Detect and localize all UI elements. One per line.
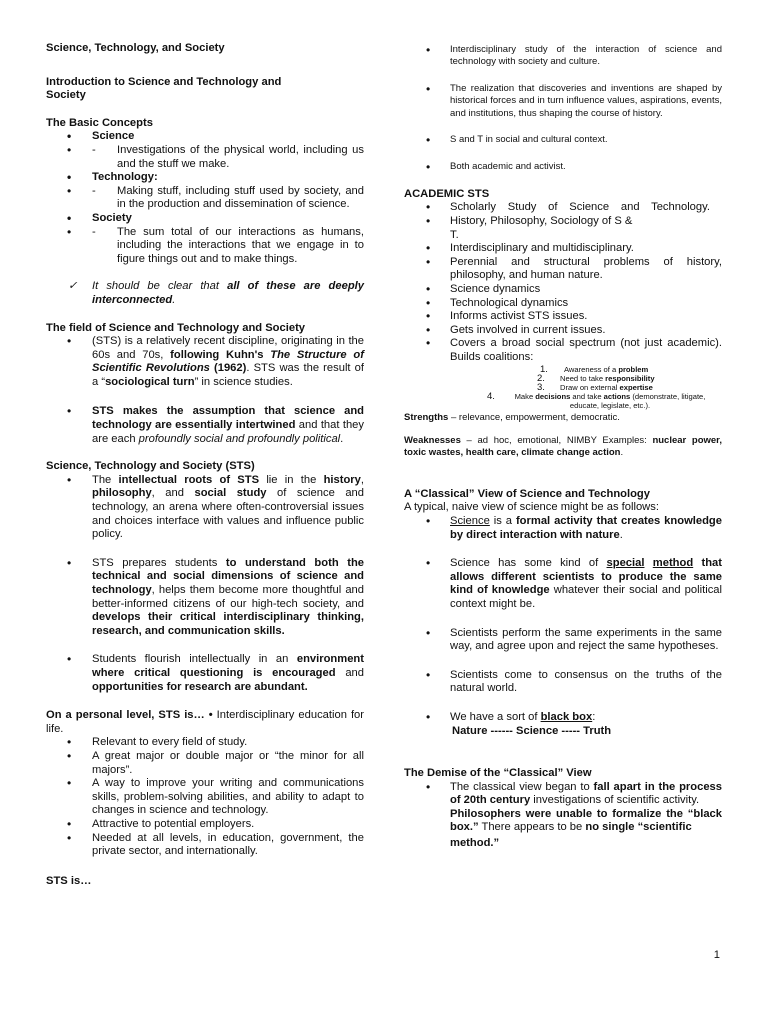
classical-heading: A “Classical” View of Science and Technology xyxy=(404,487,650,500)
academic-item xyxy=(404,201,710,215)
sts-text: STS prepares students xyxy=(92,556,226,569)
demise-bold: method.” xyxy=(450,837,500,850)
personal-bold: On a personal level, STS is… xyxy=(46,709,205,722)
intro-title: Introduction to Science and Technology and Society xyxy=(46,75,282,102)
concept-science-label: • Science xyxy=(46,130,364,144)
personal-item: • A great major or double major or “the minor for all majors”. xyxy=(46,750,364,777)
concept-technology-item xyxy=(46,185,364,212)
personal-list xyxy=(46,736,364,858)
sts-text: , helps them become more thoughtful and better-informed citizens of our high-tech society, and xyxy=(92,584,364,610)
document-title: Science, Technology, and Society xyxy=(46,42,225,54)
classical-item-5 xyxy=(404,711,722,738)
academic-item: • Covers a broad social spectrum (not just academic). Builds coalitions: xyxy=(404,337,722,364)
page-number: 1 xyxy=(713,949,720,961)
concept-society-label: • Society xyxy=(46,212,364,226)
sts-bold: opportunities for research are abundant. xyxy=(92,680,308,693)
demise-text: investigations of scientific activity. xyxy=(530,794,700,807)
personal-item: • A way to improve your writing and communications skills, problem-solving abilities, and ability to adapt to changes in science and technology. xyxy=(46,777,364,818)
note-bold: all of these are deeply interconnected xyxy=(92,280,364,306)
sts-text: Students flourish intellectually in an xyxy=(92,653,297,666)
classical-text: is a xyxy=(489,514,516,527)
field-list xyxy=(46,335,364,446)
demise-bold: Philosophers were unable to formalize the “black box.” xyxy=(450,807,722,834)
coalition-text: Need to take xyxy=(560,373,606,383)
demise-item-1 xyxy=(404,781,722,808)
field-italic: profoundly social and profoundly political xyxy=(138,432,341,445)
concept-technology-def: - • Making stuff, including stuff used by society, and in the production and dissemination of science. xyxy=(46,185,364,212)
nature-science-truth: Nature ------ Science ----- Truth xyxy=(452,724,612,737)
classical-text: Science has some kind of xyxy=(450,557,607,570)
classical-item-2 xyxy=(404,557,722,611)
sts-text: of science and technology, an arena where often-controversial issues and choices interface with values and influence public policy. xyxy=(92,487,364,541)
field-text: . xyxy=(340,432,344,445)
basic-concepts-heading: The Basic Concepts xyxy=(46,116,153,129)
personal-item: • Attractive to potential employers. xyxy=(46,818,364,832)
field-heading: The field of Science and Technology and Society xyxy=(46,321,306,334)
left-column xyxy=(46,42,364,888)
sts-heading: Science, Technology and Society (STS) xyxy=(46,460,255,473)
sts-text: , xyxy=(360,473,364,486)
academic-item-text: Scholarly Study of Science and Technology. xyxy=(450,201,710,214)
academic-item: • Technological dynamics xyxy=(404,297,722,311)
classical-space xyxy=(644,557,652,569)
classical-intro: A typical, naive view of science might be as follows: xyxy=(404,501,659,514)
strengths-line xyxy=(404,412,722,424)
field-bold: STS makes the assumption that science and technology are essentially intertwined xyxy=(92,405,364,432)
coalition-bold: decisions xyxy=(535,392,571,402)
sts-item-2 xyxy=(46,557,364,639)
weaknesses-bold: nuclear power, toxic wastes, health care, climate change action xyxy=(404,434,722,459)
personal-item: • Relevant to every field of study. xyxy=(46,736,364,750)
black-box-term: black box xyxy=(540,710,593,723)
sts-text: The xyxy=(92,473,119,486)
academic-item: • Interdisciplinary and multidisciplinary. xyxy=(404,242,722,256)
classical-text: : xyxy=(592,710,596,723)
top-item: • The realization that discoveries and inventions are shaped by historical forces and in turn influence values, aspirations, events, and institutions, thus shaping the course of history. xyxy=(404,83,722,120)
classical-bold-underline: method xyxy=(652,557,694,570)
field-text: . STS was the result of a “ xyxy=(92,362,364,388)
academic-item: • Gets involved in current issues. xyxy=(404,324,722,338)
sts-item-1 xyxy=(46,474,364,542)
demise-list xyxy=(404,781,722,851)
sts-list xyxy=(46,474,364,694)
coalition-item xyxy=(404,365,722,374)
coalitions-list xyxy=(404,365,722,411)
field-item-2 xyxy=(46,405,364,446)
coalition-item xyxy=(404,374,722,383)
personal-lead xyxy=(46,709,364,736)
demise-text: The classical view began to xyxy=(450,780,594,793)
coalition-item xyxy=(404,392,710,410)
coalition-bold: responsibility xyxy=(605,373,655,383)
coalition-bold: actions xyxy=(603,392,631,402)
note-end: . xyxy=(172,293,176,306)
book-year: (1962) xyxy=(209,362,247,375)
classical-item-3: • Scientists perform the same experiments in the same way, and agree upon and reject the same hypotheses. xyxy=(404,627,722,654)
sts-bold: intellectual roots of STS xyxy=(118,473,260,486)
classical-list xyxy=(404,515,722,738)
weaknesses-label: Weaknesses xyxy=(404,434,461,446)
sts-bold: history xyxy=(323,473,361,486)
academic-list xyxy=(404,201,722,364)
top-item: • S and T in social and cultural context. xyxy=(404,134,722,146)
academic-item: • Science dynamics xyxy=(404,283,722,297)
top-item: • Interdisciplinary study of the interaction of science and technology with society and culture. xyxy=(404,44,722,69)
classical-item-1 xyxy=(404,515,722,542)
coalition-bold: problem xyxy=(618,364,649,374)
right-column xyxy=(404,44,722,851)
field-item-1 xyxy=(46,335,364,389)
top-list xyxy=(404,44,722,174)
sts-item-3 xyxy=(46,653,364,694)
classical-text: whatever their social and political context might be. xyxy=(450,584,722,610)
sts-bold: philosophy xyxy=(92,487,152,500)
demise-bold: fall apart in the process of 20th century xyxy=(450,780,722,807)
field-bold: following Kuhn's xyxy=(170,348,271,361)
weaknesses-end: . xyxy=(620,447,624,459)
academic-item: • Informs activist STS issues. xyxy=(404,310,722,324)
strengths-label: Strengths xyxy=(404,411,449,423)
coalition-num: 1. xyxy=(540,363,548,375)
classical-item-4: • Scientists come to consensus on the truths of the natural world. xyxy=(404,669,722,696)
academic-item: • History, Philosophy, Sociology of S & T. xyxy=(404,215,722,242)
top-item: • Both academic and activist. xyxy=(404,161,722,173)
concept-science-def: - • Investigations of the physical world, including us and the stuff we make. xyxy=(46,144,364,171)
sts-text: , and xyxy=(151,487,195,500)
academic-item: • Perennial and structural problems of history, philosophy, and human nature. xyxy=(404,256,722,283)
coalition-text: Draw on external xyxy=(560,382,620,392)
classical-text: . xyxy=(619,528,623,541)
field-text: and that they are each xyxy=(92,419,364,445)
coalition-num: 3. xyxy=(537,381,545,393)
sts-bold: social study xyxy=(194,487,267,500)
coalition-bold: expertise xyxy=(619,382,653,392)
academic-heading: ACADEMIC STS xyxy=(404,187,490,200)
interconnected-note xyxy=(46,280,364,307)
classical-bold: that allows different scientists to produce the same kind of knowledge xyxy=(450,557,722,597)
classical-underline: Science xyxy=(450,514,490,527)
classical-bold-underline: special xyxy=(606,557,645,570)
field-text: ” in science studies. xyxy=(194,375,293,388)
strengths-text: – relevance, empowerment, democratic. xyxy=(448,411,620,423)
sts-text: and xyxy=(335,666,365,679)
sts-bold: environment where critical questioning is encouraged xyxy=(92,653,364,679)
personal-bullet: • xyxy=(204,709,217,722)
sts-bold: develops their critical interdisciplinary thinking, research, and communication skills. xyxy=(92,611,364,637)
field-text: (STS) is a relatively recent discipline, originating in the 60s and 70s, xyxy=(92,335,364,361)
coalition-text: (demonstrate, litigate, educate, legislate, etc.). xyxy=(569,392,706,411)
book-title: The Structure of Scientific Revolutions xyxy=(92,348,364,375)
concept-society-def: - • The sum total of our interactions as humans, including the interactions that we engage in to figure things out and to make things. xyxy=(46,226,364,267)
demise-bold: no single “scientific xyxy=(585,821,692,834)
weaknesses-line xyxy=(404,435,722,460)
concept-science-item xyxy=(46,144,364,171)
concept-technology-label: • Technology: xyxy=(46,171,364,185)
sts-bold: to understand both the technical and social dimensions of science and technology xyxy=(92,556,364,596)
weaknesses-text: – ad hoc, emotional, NIMBY Examples: xyxy=(460,434,653,446)
coalition-text: and take xyxy=(570,392,604,402)
basic-concepts-list xyxy=(46,130,364,266)
classical-text: We have a sort of xyxy=(450,710,541,723)
field-bold: sociological turn xyxy=(105,375,195,388)
personal-item: • Needed at all levels, in education, government, the private sector, and internationally. xyxy=(46,832,364,859)
note-text: It should be clear that xyxy=(92,280,228,293)
coalition-num: 4. xyxy=(487,391,495,403)
classical-bold: formal activity that creates knowledge by direct interaction with nature xyxy=(450,514,722,541)
coalition-text: Awareness of a xyxy=(564,364,619,374)
sts-text: lie in the xyxy=(259,473,324,486)
demise-item-2 xyxy=(404,808,722,851)
coalition-text: Make xyxy=(514,392,536,402)
demise-heading: The Demise of the “Classical” View xyxy=(404,767,592,780)
coalition-num: 2. xyxy=(537,372,545,384)
concept-society-item xyxy=(46,226,364,267)
personal-text: Interdisciplinary education for life. xyxy=(46,709,364,735)
demise-text: There appears to be xyxy=(478,821,586,834)
coalition-item xyxy=(404,383,722,392)
sts-is-heading: STS is… xyxy=(46,874,92,887)
